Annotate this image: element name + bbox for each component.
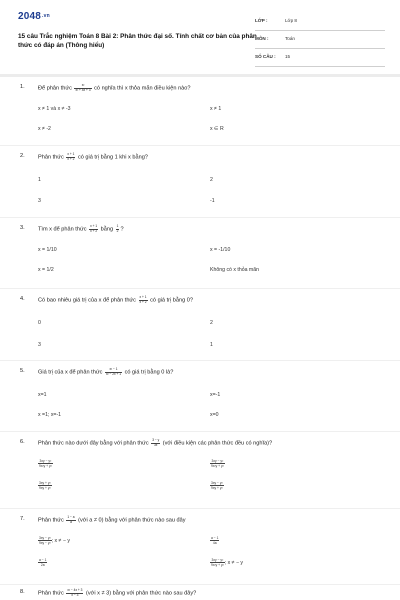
fraction-numerator: 3xy − y² xyxy=(211,459,224,463)
question-text xyxy=(38,153,148,161)
fraction-denominator: 4a xyxy=(212,541,217,545)
stem-pre: Có bao nhiêu giá trị của x để phân thức xyxy=(38,297,136,304)
option-d[interactable] xyxy=(210,481,224,490)
meta-value: 15 xyxy=(285,54,291,59)
option-b[interactable]: 2 xyxy=(210,177,213,183)
question-number: 6. xyxy=(20,439,25,445)
fraction-denominator: 9x²y + y² xyxy=(39,464,52,468)
question-text xyxy=(38,589,196,597)
meta-row-count xyxy=(255,53,385,67)
fraction-numerator: 3xy − y² xyxy=(211,481,223,485)
stem-post-2: ? xyxy=(120,226,124,233)
stem-fraction xyxy=(74,84,91,92)
option-a[interactable]: x = 1/10 xyxy=(38,247,57,253)
fraction-denominator: 2a xyxy=(40,563,45,567)
meta-panel xyxy=(255,17,385,71)
question-number: 1. xyxy=(20,84,25,90)
question-3 xyxy=(20,224,390,273)
fraction-denominator: 9xy + y² xyxy=(211,486,223,490)
option-c[interactable] xyxy=(38,558,47,567)
fraction-numerator: 3 − y xyxy=(152,438,160,442)
fraction-denominator: 3x xyxy=(154,442,158,447)
option-d[interactable]: 1 xyxy=(210,342,213,348)
question-number: 4. xyxy=(20,296,25,302)
meta-key: MÔN : xyxy=(255,36,269,41)
question-stem xyxy=(20,296,390,306)
question-text xyxy=(38,516,186,524)
option-c[interactable] xyxy=(38,481,52,490)
question-text xyxy=(38,84,191,92)
option-b[interactable]: x = -1/10 xyxy=(210,247,231,253)
option-d[interactable]: Không có x thỏa mãn xyxy=(210,267,260,273)
fraction-denominator: 9x²y + y² xyxy=(211,563,224,567)
question-separator xyxy=(0,288,400,289)
option-fraction xyxy=(38,459,53,468)
question-text xyxy=(38,225,124,233)
fraction-denominator: 9x²y + y² xyxy=(211,464,224,468)
question-separator xyxy=(0,431,400,432)
stem-pre: Phân thức xyxy=(38,590,64,597)
option-fraction xyxy=(210,558,225,567)
option-c[interactable]: x ≠ -2 xyxy=(38,126,51,132)
option-a[interactable] xyxy=(38,536,70,545)
fraction-numerator: x² xyxy=(74,84,91,89)
option-d[interactable] xyxy=(210,558,243,567)
fraction-denominator: x² − 2x + 1 xyxy=(105,371,122,376)
fraction-denominator: 9xy − y² xyxy=(39,541,51,545)
option-d[interactable]: x=0 xyxy=(210,412,219,418)
question-number: 2. xyxy=(20,153,25,159)
option-c[interactable]: x =1; x=-1 xyxy=(38,412,62,418)
option-b[interactable]: x=-1 xyxy=(210,392,221,398)
meta-key: SỐ CÂU : xyxy=(255,54,276,59)
document-title: 15 câu Trắc nghiệm Toán 8 Bài 2: Phân thức đại số. Tính chất cơ bản của phân thức có đáp án (Thông hiểu) xyxy=(18,33,257,49)
option-b[interactable]: 2 xyxy=(210,320,213,326)
option-fraction xyxy=(38,558,47,567)
option-a[interactable]: x ≠ 1 và x ≠ -3 xyxy=(38,106,71,112)
question-separator xyxy=(0,508,400,509)
stem-fraction-2 xyxy=(116,225,120,233)
meta-row-subject xyxy=(255,35,385,49)
fraction-numerator: 3xy − y² xyxy=(211,558,224,562)
stem-post: (với x ≠ 3) bằng với phân thức nào sau đây? xyxy=(86,590,197,597)
question-number: 3. xyxy=(20,225,25,231)
stem-fraction xyxy=(139,296,148,304)
logo-suffix: .vn xyxy=(42,13,50,20)
meta-value: Toán xyxy=(285,36,295,41)
option-b[interactable]: x ≠ 1 xyxy=(210,106,222,112)
question-stem xyxy=(20,84,390,94)
fraction-numerator: x + 1 xyxy=(90,224,98,228)
meta-row-class xyxy=(255,17,385,31)
option-fraction xyxy=(210,481,224,490)
fraction-numerator: x² − 1 xyxy=(105,368,122,373)
fraction-denominator: 9xy + y² xyxy=(39,486,51,490)
option-c[interactable]: 3 xyxy=(38,342,41,348)
question-stem xyxy=(20,516,390,526)
question-number: 7. xyxy=(20,516,25,522)
fraction-numerator: x + 1 xyxy=(139,295,147,299)
stem-post: (với điều kiện các phân thức đều có nghĩa)? xyxy=(162,440,273,447)
fraction-numerator: x + 1 xyxy=(67,152,75,156)
stem-post: có nghĩa thì x thỏa mãn điều kiện nào? xyxy=(94,85,191,92)
meta-value: Lớp 8 xyxy=(285,18,297,23)
fraction-numerator: 3xy + y² xyxy=(39,481,51,485)
option-tail: ; x ≠ − y xyxy=(51,537,70,544)
question-5 xyxy=(20,367,390,418)
question-6 xyxy=(20,438,390,490)
stem-post: có giá trị bằng 0 là? xyxy=(124,369,174,376)
header-divider xyxy=(0,74,400,77)
question-separator xyxy=(0,217,400,218)
option-d[interactable]: -1 xyxy=(210,198,215,204)
fraction-denominator: x + 2 xyxy=(90,228,98,233)
question-4 xyxy=(20,295,390,348)
question-8 xyxy=(20,589,390,599)
question-text xyxy=(38,296,193,304)
stem-fraction xyxy=(66,153,75,161)
logo-main: 2048 xyxy=(18,11,42,22)
fraction-numerator: 3xy − y² xyxy=(39,459,52,463)
stem-pre: Để phân thức xyxy=(38,85,72,92)
option-a[interactable]: 1 xyxy=(38,177,41,183)
fraction-numerator: 3xy − y² xyxy=(39,536,51,540)
question-stem xyxy=(20,368,390,378)
question-stem xyxy=(20,439,390,449)
fraction-denominator: x + 2 xyxy=(139,299,147,304)
option-fraction xyxy=(210,536,219,545)
fraction-numerator: 1 xyxy=(116,224,119,228)
question-stem xyxy=(20,589,390,599)
stem-post: bằng xyxy=(100,226,114,233)
question-stem xyxy=(20,225,390,235)
stem-pre: Phân thức xyxy=(38,517,64,524)
option-c[interactable]: x = 1/2 xyxy=(38,267,54,273)
option-fraction xyxy=(38,481,52,490)
question-7 xyxy=(20,515,390,567)
stem-post: có giá trị bằng 0? xyxy=(150,297,194,304)
option-a[interactable]: x=1 xyxy=(38,392,47,398)
fraction-denominator: x − 3 xyxy=(71,592,79,597)
fraction-numerator: 1 − a xyxy=(67,515,75,519)
option-fraction xyxy=(210,459,225,468)
stem-post: có giá trị bằng 1 khi x bằng? xyxy=(77,154,148,161)
stem-pre: Giá trị của x để phân thức xyxy=(38,369,103,376)
site-logo[interactable] xyxy=(18,11,50,22)
option-b[interactable] xyxy=(210,536,219,545)
stem-post: (với a ≠ 0) bằng với phân thức nào sau đây xyxy=(78,517,186,524)
stem-pre: Phân thức nào dưới đây bằng với phân thức xyxy=(38,440,149,447)
option-c[interactable]: 3 xyxy=(38,198,41,204)
fraction-numerator: x² − 4x + 3 xyxy=(67,588,83,592)
stem-fraction xyxy=(89,225,98,233)
question-1 xyxy=(20,83,390,132)
question-number: 5. xyxy=(20,368,25,374)
option-b[interactable] xyxy=(210,459,225,468)
fraction-numerator: a − 1 xyxy=(39,558,47,562)
question-number: 8. xyxy=(20,589,25,595)
option-fraction xyxy=(38,536,52,545)
stem-fraction xyxy=(66,516,75,524)
fraction-denominator: x² + 4x + 3 xyxy=(75,87,91,92)
stem-pre: Phân thức xyxy=(38,154,64,161)
option-a[interactable]: 0 xyxy=(38,320,41,326)
fraction-denominator: x + 2 xyxy=(67,156,75,161)
meta-key: LỚP : xyxy=(255,18,268,23)
question-text xyxy=(38,439,272,447)
question-separator xyxy=(0,360,400,361)
question-stem xyxy=(20,153,390,163)
fraction-denominator: a xyxy=(70,519,72,524)
fraction-numerator: a − 1 xyxy=(211,536,219,540)
question-separator xyxy=(0,584,400,585)
option-tail: ; x ≠ − y xyxy=(224,559,244,566)
question-2 xyxy=(20,152,390,204)
stem-fraction xyxy=(151,439,160,447)
fraction-denominator: 2 xyxy=(116,228,119,233)
stem-pre: Tìm x để phân thức xyxy=(38,226,87,233)
option-a[interactable] xyxy=(38,459,53,468)
question-text xyxy=(38,368,173,376)
question-separator xyxy=(0,145,400,146)
option-d[interactable]: x ∈ R xyxy=(210,126,224,132)
stem-fraction xyxy=(105,368,122,376)
stem-fraction xyxy=(66,589,83,597)
